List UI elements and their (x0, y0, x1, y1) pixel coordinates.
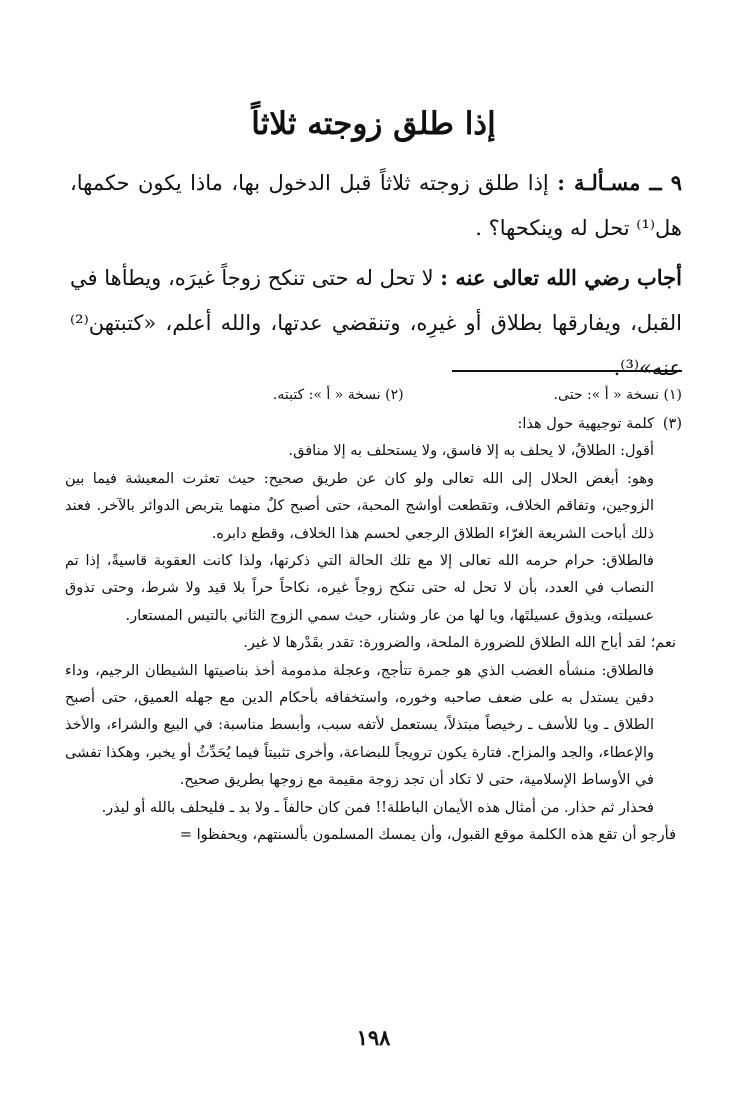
footnote-paragraph: فأرجو أن تقع هذه الكلمة موقع القبول، وأن يمسك المسلمون بألسنتهم، ويحفظوا = (179, 827, 676, 844)
footnote-paragraph: فالطلاق: منشأه الغضب الذي هو جمرة تتأجج، وعجلة مذمومة أخذ بناصيتها الشيطان الرجيم، وداء دفين يستدل به على ضعف صاحبه وخوره، واستخفافه بأحكام الدين مع جهله العميق، حتى أصبح الطلاق ـ ويا للأسف ـ رخيصاً مبتذلاً، يستعمل لأتفه سبب، وأبسط مناسبة: في البيع والشراء، والأخذ والإعطاء، والجد والمزاح. فتارة يكون ترويجاً للبضاعة، وأخرى تثبيتاً فيما يُحَدِّثُ أو يخبر، وهكذا تفشى في الأوساط الإسلامية، حتى لا تكاد أن تجد زوجة مقيمة مع زوجها بطريق صحيح. (65, 662, 654, 789)
footnote-separator (452, 370, 682, 372)
footnote-paragraph: فالطلاق: حرام حرمه الله تعالى إلا مع تلك الحالة التي ذكرتها، ولذا كانت العقوبة قاسيةً، إذا تم النصاب في العدد، بأن لا تحل له حتى تنكح زوجاً غيره، نكاحاً حراً بلا قيد ولا شرط، وحتى تذوق عسيلته، ويذوق عسيلتَها، ويا لها من عار وشنار، حيث سمي الزوج الثاني بالتيس المستعار. (65, 553, 654, 624)
question-label: ٩ ــ مسـألـة : (557, 170, 682, 195)
footnote-3-heading (65, 411, 682, 438)
footnotes-row (70, 383, 682, 407)
question-text: إذا طلق زوجته ثلاثاً قبل الدخول بها، ماذا يكون حكمها، هل⁽¹⁾ تحل له وينكحها؟ . (70, 171, 682, 240)
page-number: ١٩٨ (356, 1025, 391, 1050)
footnote-paragraph: نعم؛ لقد أباح الله الطلاق للضرورة الملحة، والضرورة: تقدر بقَدْرها لا غير. (243, 635, 676, 652)
footnote-3-number: (٣) (662, 416, 682, 432)
footnote-paragraph: فحذار ثم حذار. من أمثال هذه الأيمان الباطلة!! فمن كان حالفاً ـ ولا بد ـ فليحلف بالله أو ليذر. (101, 799, 654, 816)
question-paragraph (70, 160, 682, 251)
footnote-3 (65, 411, 682, 850)
footnote-paragraph: أقول: الطلاقُ، لا يحلف به إلا فاسق، ولا يستحلف به إلا منافق. (288, 443, 654, 460)
answer-text: لا تحل له حتى تنكح زوجاً غيرَه، ويطأها في القبل، ويفارقها بطلاق أو غيرِه، وتنقضي عدتها، والله أعلم، «كتبتهن⁽²⁾ عنه»⁽³⁾. (70, 266, 682, 380)
main-text (70, 160, 682, 391)
footnote-1: (١) نسخة « أ »: حتى. (553, 387, 682, 403)
page-title: إذا طلق زوجته ثلاثاً (251, 106, 496, 142)
footnote-2: (٢) نسخة « أ »: كتبته. (272, 387, 404, 403)
footnote-3-intro: كلمة توجيهية حول هذا: (517, 416, 654, 432)
answer-label: أجاب رضي الله تعالى عنه : (440, 265, 682, 290)
footnote-paragraph: وهو: أبغض الحلال إلى الله تعالى ولو كان عن طريق صحيح: حيث تعثرت المعيشة فيما بين الزوجين، وتفاقم الخلاف، وتقطعت أواشج المحبة، حتى أصبح كلٌ منهما يتربص الدوائر بالآخر. فعند ذلك أباحت الشريعة الغرّاء الطلاق الرجعي لحسم هذا الخلاف، وقطع دابره. (65, 470, 654, 542)
